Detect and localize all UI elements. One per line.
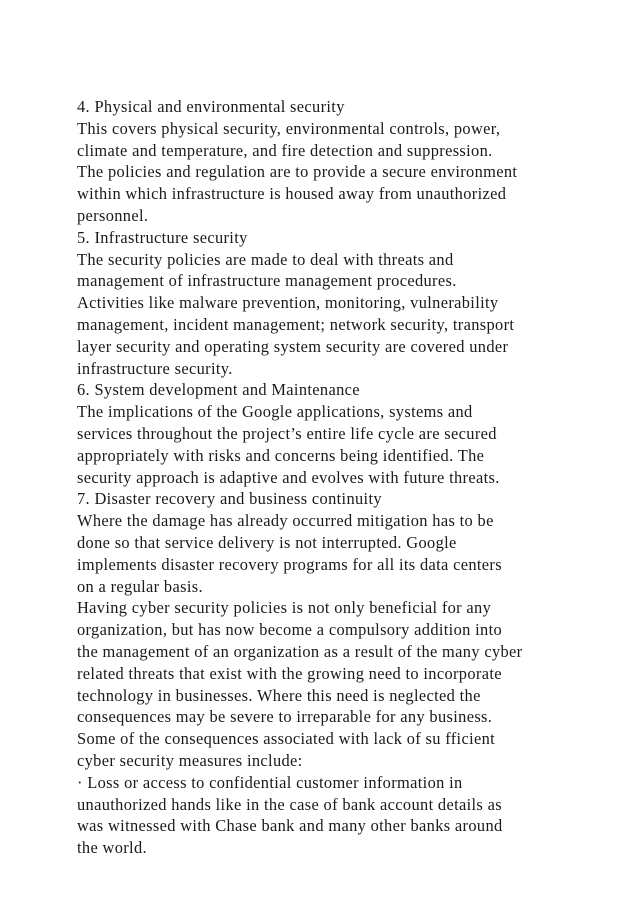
text-line: Where the damage has already occurred mitigation has to be: [77, 511, 494, 531]
text-line: Some of the consequences associated with lack of su fficient: [77, 729, 496, 749]
section-heading-infrastructure-security: 5. Infrastructure security: [77, 227, 248, 247]
text-line: The policies and regulation are to provide a secure environment: [77, 162, 518, 182]
text-line: The implications of the Google applications, systems and: [77, 402, 473, 422]
text-line: done so that service delivery is not interrupted. Google: [77, 532, 457, 552]
text-line: consequences may be severe to irreparable for any business.: [77, 707, 493, 727]
text-line: the management of an organization as a result of the many cyber: [77, 641, 523, 661]
text-line: organization, but has now become a compulsory addition into: [77, 620, 503, 640]
text-line: management, incident management; network security, transport: [77, 314, 515, 334]
text-line: climate and temperature, and fire detection and suppression.: [77, 140, 493, 160]
text-line: on a regular basis.: [77, 576, 203, 596]
section-heading-system-development: 6. System development and Maintenance: [77, 380, 360, 400]
text-line: was witnessed with Chase bank and many other banks around: [77, 816, 503, 836]
text-line: Having cyber security policies is not only beneficial for any: [77, 598, 492, 618]
text-line: cyber security measures include:: [77, 750, 303, 770]
text-line: This covers physical security, environmental controls, power,: [77, 118, 501, 138]
text-line: personnel.: [77, 205, 149, 225]
text-line: appropriately with risks and concerns being identified. The: [77, 445, 485, 465]
text-line: Activities like malware prevention, monitoring, vulnerability: [77, 293, 499, 313]
text-line: implements disaster recovery programs for all its data centers: [77, 554, 502, 574]
section-heading-disaster-recovery: 7. Disaster recovery and business continuity: [77, 489, 382, 509]
text-line: technology in businesses. Where this need is neglected the: [77, 685, 481, 705]
bullet-item: · Loss or access to confidential customer information in: [77, 772, 463, 792]
text-line: the world.: [77, 838, 147, 858]
text-line: within which infrastructure is housed away from unauthorized: [77, 184, 507, 204]
body-text: [77, 96, 617, 859]
text-line: layer security and operating system security are covered under: [77, 336, 509, 356]
text-line: security approach is adaptive and evolves with future threats.: [77, 467, 500, 487]
text-line: unauthorized hands like in the case of bank account details as: [77, 794, 502, 814]
section-heading-physical-security: 4. Physical and environmental security: [77, 97, 345, 116]
text-line: management of infrastructure management procedures.: [77, 271, 457, 291]
text-line: infrastructure security.: [77, 358, 233, 378]
text-line: services throughout the project’s entire life cycle are secured: [77, 423, 497, 443]
text-line: related threats that exist with the growing need to incorporate: [77, 663, 502, 683]
text-line: The security policies are made to deal with threats and: [77, 249, 454, 269]
